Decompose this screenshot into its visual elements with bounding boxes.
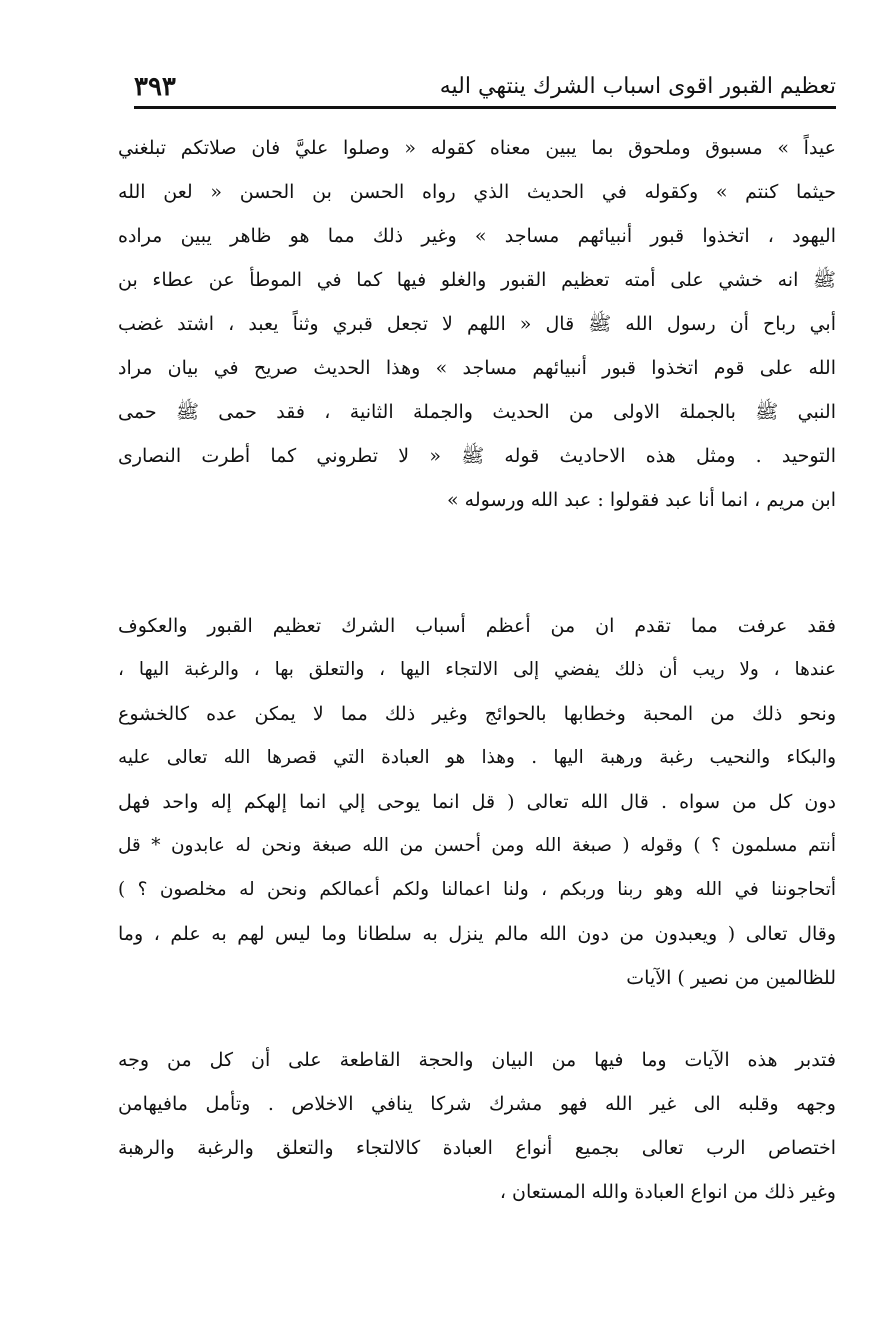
paragraph-1 <box>118 126 836 522</box>
text-line: فقد عرفت مما تقدم ان من أعظم أسباب الشرك تعظيم القبور والعكوف <box>118 615 836 637</box>
text-line: التوحيد . ومثل هذه الاحاديث قوله ﷺ « لا تطروني كما أطرت النصارى <box>118 445 836 467</box>
text-line: عيداً » مسبوق وملحوق بما يبين معناه كقوله « وصلوا عليَّ فان صلاتكم تبلغني <box>118 137 836 159</box>
page-header <box>134 60 836 104</box>
text-line: أنتم مسلمون ؟ ) وقوله ( صبغة الله ومن أحسن من الله صبغة ونحن له عابدون * قل <box>118 835 836 856</box>
text-line: أتحاجوننا في الله وهو ربنا وربكم ، ولنا اعمالنا ولكم أعمالكم ونحن له مخلصون ؟ ) <box>118 879 836 900</box>
text-line: أبي رباح أن رسول الله ﷺ قال « اللهم لا تجعل قبري وثناً يعبد ، اشتد غضب <box>118 313 836 335</box>
text-line: وغير ذلك من انواع العبادة والله المستعان ، <box>499 1181 836 1203</box>
text-line: اليهود ، اتخذوا قبور أنبيائهم مساجد » وغير ذلك مما هو ظاهر يبين مراده <box>118 225 836 247</box>
text-line: النبي ﷺ بالجملة الاولى من الحديث والجملة الثانية ، فقد حمى ﷺ حمى <box>118 401 836 423</box>
text-line: عندها ، ولا ريب أن ذلك يفضي إلى الالتجاء اليها ، والتعلق بها ، والرغبة اليها ، <box>118 659 836 680</box>
paragraph-2 <box>118 604 836 1000</box>
text-line: دون كل من سواه . قال الله تعالى ( قل انما يوحى إلي انما إلهكم إله واحد فهل <box>118 791 836 813</box>
text-line: فتدبر هذه الآيات وما فيها من البيان والحجة القاطعة على أن كل من وجه <box>118 1049 836 1071</box>
header-rule <box>134 106 836 109</box>
text-line: اختصاص الرب تعالى بجميع أنواع العبادة كالالتجاء والتعلق والرغبة والرهبة <box>118 1137 836 1159</box>
text-line: الله على قوم اتخذوا قبور أنبيائهم مساجد » وهذا الحديث صريح في بيان مراد <box>118 357 836 379</box>
text-line: وقال تعالى ( ويعبدون من دون الله مالم ينزل به سلطانا وما ليس لهم به علم ، وما <box>118 923 836 945</box>
page-number: ٣٩٣ <box>134 72 176 102</box>
text-line: حيثما كنتم » وكقوله في الحديث الذي رواه الحسن بن الحسن « لعن الله <box>118 181 836 203</box>
text-line: وجهه وقلبه الى غير الله فهو مشرك شركا ينافي الاخلاص . وتأمل مافيهامن <box>118 1093 836 1115</box>
text-line: ونحو ذلك من المحبة وخطابها بالحوائج وغير ذلك مما لا يمكن عده كالخشوع <box>118 703 836 725</box>
paragraph-3 <box>118 1038 836 1214</box>
running-title: تعظيم القبور اقوى اسباب الشرك ينتهي اليه <box>439 74 836 99</box>
text-line: ﷺ انه خشي على أمته تعظيم القبور والغلو فيها كما في الموطأ عن عطاء بن <box>118 269 836 291</box>
text-line: ابن مريم ، انما أنا عبد فقولوا : عبد الله ورسوله » <box>447 489 836 511</box>
text-line: للظالمين من نصير ) الآيات <box>626 967 836 989</box>
text-line: والبكاء والنحيب رغبة ورهبة اليها . وهذا هو العبادة التي قصرها الله تعالى عليه <box>118 747 836 768</box>
